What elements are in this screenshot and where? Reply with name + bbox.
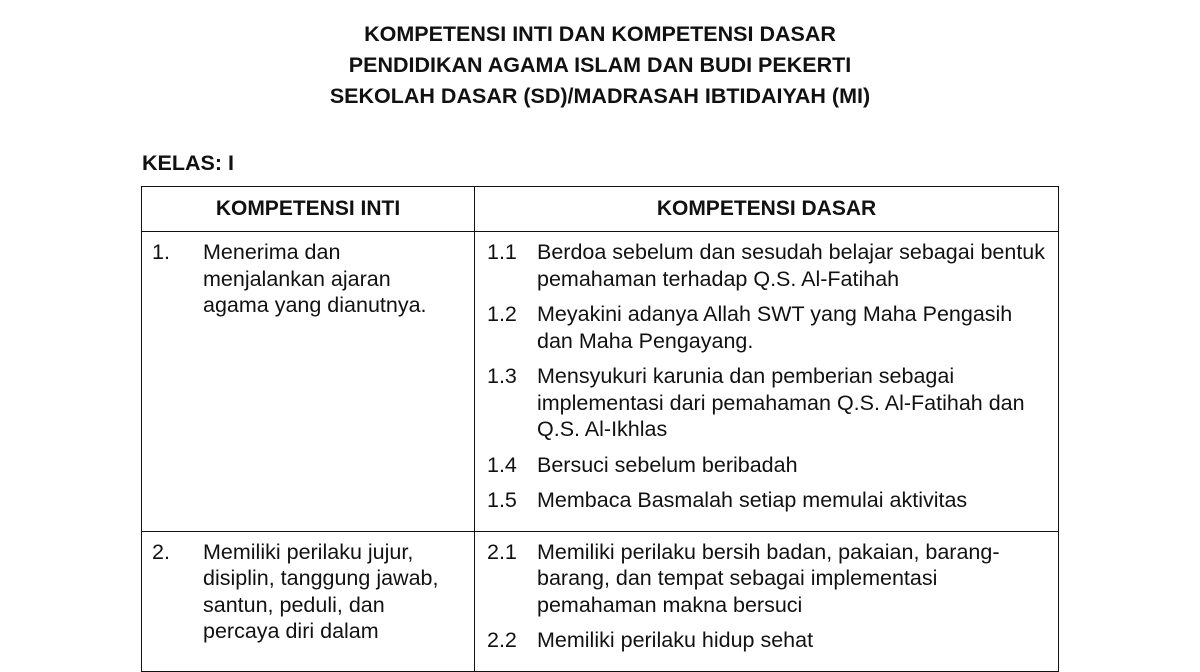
- table-row: [142, 531, 1059, 671]
- table-header-row: [142, 187, 1059, 232]
- kd-text: Memiliki perilaku bersih badan, pakaian, barang-barang, dan tempat sebagai implementasi pemahaman makna bersuci: [537, 539, 1000, 617]
- ki-cell: [142, 531, 475, 671]
- kd-number: 1.1: [487, 240, 517, 264]
- document-title: [0, 19, 1200, 112]
- kd-number: 1.2: [487, 302, 517, 326]
- kd-number: 1.4: [487, 452, 517, 477]
- kd-cell: [475, 232, 1059, 532]
- kd-item: [487, 539, 1046, 619]
- ki-cell: [142, 232, 475, 532]
- table-row: [142, 232, 1059, 532]
- kd-number: 2.2: [487, 628, 517, 652]
- competency-table: [141, 186, 1059, 672]
- ki-text: Menerima dan menjalankan ajaran agama yang dianutnya.: [203, 240, 427, 317]
- title-line-3: SEKOLAH DASAR (SD)/MADRASAH IBTIDAIYAH (MI): [329, 84, 871, 108]
- kd-item: [487, 452, 1046, 479]
- kd-cell: [475, 531, 1059, 671]
- kd-number: 2.1: [487, 539, 517, 564]
- kd-text: Mensyukuri karunia dan pemberian sebagai implementasi dari pemahaman Q.S. Al-Fatihah dan Q.S. Al-Ikhlas: [537, 364, 1025, 441]
- kd-number: 1.3: [487, 364, 517, 388]
- kd-number: 1.5: [487, 488, 517, 512]
- kd-text: Bersuci sebelum beribadah: [537, 452, 798, 477]
- kd-item: [487, 487, 1046, 514]
- class-label: KELAS: I: [142, 151, 234, 175]
- kd-text: Membaca Basmalah setiap memulai aktivitas: [537, 488, 968, 512]
- column-header-ki: KOMPETENSI INTI: [142, 187, 475, 232]
- ki-number: 1.: [152, 240, 170, 264]
- kd-item: [487, 301, 1046, 354]
- kd-text: Meyakini adanya Allah SWT yang Maha Pengasih dan Maha Pengayang.: [537, 302, 1013, 353]
- column-header-kd: KOMPETENSI DASAR: [475, 187, 1059, 232]
- title-line-1: KOMPETENSI INTI DAN KOMPETENSI DASAR: [364, 22, 836, 46]
- kd-item: [487, 239, 1046, 292]
- kd-item: [487, 363, 1046, 443]
- ki-text: Memiliki perilaku jujur, disiplin, tanggung jawab, santun, peduli, dan percaya diri dalam: [203, 539, 439, 643]
- kd-text: Berdoa sebelum dan sesudah belajar sebagai bentuk pemahaman terhadap Q.S. Al-Fatihah: [537, 240, 1046, 291]
- ki-number: 2.: [152, 539, 170, 564]
- title-line-2: PENDIDIKAN AGAMA ISLAM DAN BUDI PEKERTI: [348, 53, 852, 77]
- kd-item: [487, 627, 1046, 654]
- kd-text: Memiliki perilaku hidup sehat: [537, 628, 814, 652]
